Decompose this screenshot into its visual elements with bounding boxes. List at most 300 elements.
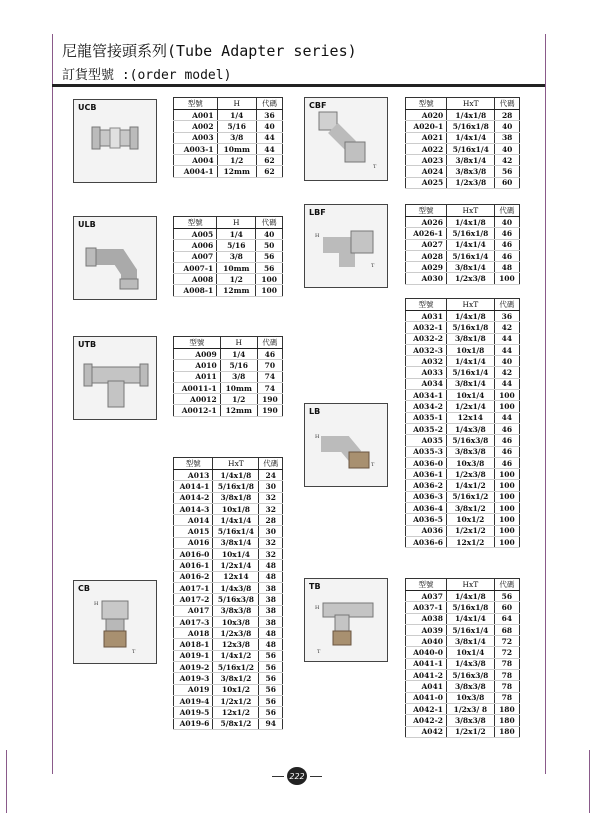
model-cell: A017	[174, 605, 213, 616]
spec-table-utb	[173, 336, 283, 417]
code-cell: 56	[259, 673, 283, 684]
code-cell: 78	[494, 670, 519, 681]
code-cell: 32	[259, 503, 283, 514]
size-cell: 1/4x1/4	[446, 613, 494, 624]
table-row	[174, 274, 283, 285]
model-cell: A019-6	[174, 718, 213, 729]
size-cell: 12x14	[446, 412, 494, 423]
table-row	[174, 537, 283, 548]
code-cell: 72	[494, 647, 519, 658]
size-cell: 3/8x1/8	[446, 333, 494, 344]
product-image-cb	[73, 580, 157, 664]
size-cell: 3/8x1/8	[213, 492, 259, 503]
code-cell: 56	[495, 166, 520, 177]
code-cell: 46	[494, 435, 519, 446]
model-cell: A041-0	[406, 692, 447, 703]
table-row	[174, 639, 283, 650]
size-cell: 1/2x1/2	[446, 726, 494, 737]
svg-text:T: T	[373, 164, 377, 170]
table-row	[406, 217, 520, 228]
model-cell: A008-1	[174, 285, 217, 296]
size-cell: 3/8	[220, 371, 257, 382]
model-cell: A034	[406, 378, 447, 389]
size-cell: 1/2x1/2	[213, 695, 259, 706]
size-cell: 3/8x3/8	[446, 446, 494, 457]
table-row	[174, 718, 283, 729]
table-row	[406, 480, 520, 491]
table-row	[174, 560, 283, 571]
code-cell: 100	[494, 469, 519, 480]
code-cell: 28	[259, 515, 283, 526]
size-cell: 5/16x1/8	[446, 322, 494, 333]
code-cell: 56	[259, 662, 283, 673]
product-label-utb: UTB	[78, 340, 97, 349]
table-row	[174, 382, 283, 393]
spec-table-tb	[405, 578, 520, 738]
size-cell: 3/8x3/8	[446, 715, 494, 726]
code-cell: 64	[494, 613, 519, 624]
code-cell: 62	[256, 155, 282, 166]
spec-table-ucb	[173, 97, 283, 178]
code-cell: 48	[259, 571, 283, 582]
table-header-row	[174, 217, 283, 229]
svg-text:T: T	[317, 649, 321, 655]
table-row	[406, 503, 520, 514]
header-rule	[52, 84, 545, 87]
table-header-row	[406, 299, 520, 311]
table-row	[406, 681, 520, 692]
table-row	[174, 262, 283, 273]
code-cell: 56	[256, 251, 283, 262]
table-row	[406, 378, 520, 389]
size-cell: 12mm	[217, 285, 256, 296]
table-row	[174, 695, 283, 706]
size-cell: 1/4x3/8	[446, 423, 494, 434]
model-cell: A031	[406, 311, 447, 322]
size-cell: 10x3/8	[213, 616, 259, 627]
size-cell: 5/16x1/4	[446, 250, 494, 261]
model-cell: A016-1	[174, 560, 213, 571]
column-header: H	[217, 217, 256, 229]
model-cell: A035-1	[406, 412, 447, 423]
model-cell: A007-1	[174, 262, 217, 273]
table-row	[406, 613, 520, 624]
table-row	[174, 549, 283, 560]
model-cell: A035	[406, 435, 447, 446]
code-cell: 48	[494, 262, 519, 273]
table-row	[406, 356, 520, 367]
table-row	[174, 285, 283, 296]
table-header-row	[406, 98, 520, 110]
table-row	[174, 251, 283, 262]
svg-text:T: T	[371, 263, 375, 269]
size-cell: 5/16	[220, 360, 257, 371]
table-row	[174, 470, 283, 481]
model-cell: A032-2	[406, 333, 447, 344]
table-row	[174, 616, 283, 627]
code-cell: 56	[259, 684, 283, 695]
model-cell: A036-0	[406, 457, 447, 468]
column-header: 代碼	[494, 205, 519, 217]
code-cell: 24	[259, 470, 283, 481]
table-row	[174, 360, 283, 371]
size-cell: 1/2x3/8	[446, 469, 494, 480]
subtitle-cn: 訂貨型號 :	[62, 68, 130, 83]
model-cell: A042	[406, 726, 447, 737]
code-cell: 42	[494, 322, 519, 333]
size-cell: 3/8x1/2	[213, 673, 259, 684]
code-cell: 46	[494, 446, 519, 457]
size-cell: 1/4x1/4	[446, 356, 494, 367]
table-row	[406, 670, 520, 681]
size-cell: 3/8x3/8	[213, 605, 259, 616]
code-cell: 44	[256, 143, 282, 154]
model-cell: A014-2	[174, 492, 213, 503]
column-header: 型號	[174, 458, 213, 470]
code-cell: 100	[494, 491, 519, 502]
model-cell: A019-4	[174, 695, 213, 706]
male-elbow-icon	[305, 404, 387, 486]
code-cell: 44	[256, 132, 282, 143]
column-header: 代碼	[256, 217, 283, 229]
table-row	[406, 412, 520, 423]
code-cell: 30	[259, 481, 283, 492]
column-header: HxT	[446, 205, 494, 217]
size-cell: 1/2x3/ 8	[446, 703, 494, 714]
table-row	[406, 591, 520, 602]
size-cell: 10x1/2	[446, 514, 494, 525]
code-cell: 78	[494, 658, 519, 669]
table-row	[174, 405, 283, 416]
size-cell: 1/2x1/4	[213, 560, 259, 571]
code-cell: 40	[494, 217, 519, 228]
code-cell: 100	[494, 536, 519, 547]
model-cell: A019	[174, 684, 213, 695]
column-header: 型號	[406, 205, 447, 217]
column-header: 型號	[406, 579, 447, 591]
model-cell: A036-4	[406, 503, 447, 514]
product-image-utb	[73, 336, 157, 420]
size-cell: 12mm	[220, 405, 257, 416]
table-row	[406, 228, 520, 239]
code-cell: 48	[259, 628, 283, 639]
product-label-cb: CB	[78, 584, 90, 593]
table-row	[174, 371, 283, 382]
size-cell: 3/8x1/4	[446, 636, 494, 647]
table-row	[174, 166, 283, 177]
size-cell: 1/4x3/8	[446, 658, 494, 669]
model-cell: A016	[174, 537, 213, 548]
union-tee-icon	[74, 337, 156, 419]
table-row	[406, 121, 520, 132]
frame-left-lower	[6, 750, 7, 813]
code-cell: 68	[494, 624, 519, 635]
code-cell: 72	[494, 636, 519, 647]
model-cell: A032-3	[406, 344, 447, 355]
column-header: 型號	[174, 98, 218, 110]
model-cell: A006	[174, 240, 217, 251]
table-row	[406, 446, 520, 457]
code-cell: 74	[257, 382, 282, 393]
code-cell: 36	[256, 110, 282, 121]
model-cell: A041-1	[406, 658, 447, 669]
subtitle-en: (order model)	[129, 68, 232, 83]
model-cell: A014-3	[174, 503, 213, 514]
size-cell: 10mm	[217, 143, 256, 154]
footer-line-right	[310, 776, 322, 777]
union-straight-icon	[74, 100, 156, 182]
code-cell: 42	[495, 155, 520, 166]
model-cell: A041-2	[406, 670, 447, 681]
size-cell: 10x1/4	[446, 390, 494, 401]
table-header-row	[406, 205, 520, 217]
code-cell: 78	[494, 681, 519, 692]
svg-text:H: H	[315, 605, 320, 611]
table-row	[174, 349, 283, 360]
column-header: 型號	[174, 217, 217, 229]
table-row	[406, 715, 520, 726]
code-cell: 190	[257, 394, 282, 405]
product-label-tb: TB	[309, 582, 321, 591]
product-image-lbf	[304, 204, 388, 288]
code-cell: 100	[494, 514, 519, 525]
model-cell: A018	[174, 628, 213, 639]
size-cell: 3/8x3/8	[447, 166, 495, 177]
model-cell: A025	[406, 177, 447, 188]
svg-text:H: H	[315, 434, 320, 440]
size-cell: 3/8x1/2	[446, 503, 494, 514]
table-row	[174, 132, 283, 143]
size-cell: 3/8x1/4	[213, 537, 259, 548]
size-cell: 5/16x3/8	[213, 594, 259, 605]
code-cell: 70	[257, 360, 282, 371]
table-row	[174, 526, 283, 537]
table-row	[174, 684, 283, 695]
code-cell: 56	[494, 591, 519, 602]
spec-table-ulb	[173, 216, 283, 297]
size-cell: 12x14	[213, 571, 259, 582]
column-header: 代碼	[494, 299, 519, 311]
model-cell: A007	[174, 251, 217, 262]
model-cell: A010	[174, 360, 221, 371]
size-cell: 3/8x1/4	[446, 378, 494, 389]
code-cell: 60	[495, 177, 520, 188]
code-cell: 100	[494, 390, 519, 401]
column-header: 型號	[406, 299, 447, 311]
model-cell: A020-1	[406, 121, 447, 132]
model-cell: A008	[174, 274, 217, 285]
size-cell: 5/16x3/8	[446, 435, 494, 446]
model-cell: A036-2	[406, 480, 447, 491]
table-row	[406, 536, 520, 547]
column-header: 代碼	[256, 98, 282, 110]
code-cell: 56	[259, 650, 283, 661]
table-header-row	[406, 579, 520, 591]
size-cell: 1/4x1/8	[446, 311, 494, 322]
model-cell: A042-1	[406, 703, 447, 714]
size-cell: 1/2x3/8	[447, 177, 495, 188]
size-cell: 5/16x3/8	[446, 670, 494, 681]
table-row	[174, 582, 283, 593]
svg-text:H: H	[94, 601, 99, 607]
code-cell: 74	[257, 371, 282, 382]
column-header: 代碼	[259, 458, 283, 470]
page-subtitle	[62, 64, 231, 83]
model-cell: A038	[406, 613, 447, 624]
table-row	[406, 401, 520, 412]
code-cell: 100	[494, 480, 519, 491]
table-row	[406, 457, 520, 468]
code-cell: 56	[256, 262, 283, 273]
code-cell: 32	[259, 549, 283, 560]
code-cell: 48	[259, 639, 283, 650]
model-cell: A011	[174, 371, 221, 382]
size-cell: 1/4	[217, 229, 256, 240]
table-row	[406, 469, 520, 480]
model-cell: A027	[406, 239, 447, 250]
size-cell: 1/4	[220, 349, 257, 360]
size-cell: 1/4x1/2	[213, 650, 259, 661]
code-cell: 46	[494, 457, 519, 468]
code-cell: 78	[494, 692, 519, 703]
table-row	[406, 177, 520, 188]
table-row	[406, 132, 520, 143]
model-cell: A020	[406, 110, 447, 121]
size-cell: 10x1/8	[213, 503, 259, 514]
size-cell: 5/16	[217, 240, 256, 251]
code-cell: 100	[494, 273, 519, 284]
code-cell: 30	[259, 526, 283, 537]
frame-right-lower	[589, 750, 590, 813]
model-cell: A013	[174, 470, 213, 481]
size-cell: 1/2x1/4	[446, 401, 494, 412]
model-cell: A001	[174, 110, 218, 121]
table-row	[406, 658, 520, 669]
size-cell: 3/8	[217, 251, 256, 262]
column-header: 代碼	[495, 98, 520, 110]
model-cell: A036	[406, 525, 447, 536]
model-cell: A030	[406, 273, 447, 284]
table-row	[406, 703, 520, 714]
table-row	[406, 525, 520, 536]
table-row	[406, 262, 520, 273]
model-cell: A014-1	[174, 481, 213, 492]
code-cell: 56	[259, 707, 283, 718]
size-cell: 10x3/8	[446, 692, 494, 703]
model-cell: A0012-1	[174, 405, 221, 416]
size-cell: 1/2x3/8	[213, 628, 259, 639]
page-number-badge: 222	[287, 767, 307, 785]
code-cell: 40	[256, 121, 282, 132]
size-cell: 5/16x1/4	[447, 143, 495, 154]
size-cell: 10x3/8	[446, 457, 494, 468]
model-cell: A029	[406, 262, 447, 273]
size-cell: 5/16x1/2	[446, 491, 494, 502]
code-cell: 42	[494, 367, 519, 378]
product-image-tb	[304, 578, 388, 662]
table-row	[174, 628, 283, 639]
column-header: 代碼	[494, 579, 519, 591]
code-cell: 40	[495, 143, 520, 154]
footer-line-left	[272, 776, 284, 777]
model-cell: A017-3	[174, 616, 213, 627]
size-cell: 5/8x1/2	[213, 718, 259, 729]
table-row	[406, 143, 520, 154]
table-row	[174, 571, 283, 582]
size-cell: 3/8x1/4	[447, 155, 495, 166]
table-row	[406, 311, 520, 322]
column-header: 代碼	[257, 337, 282, 349]
table-row	[174, 594, 283, 605]
size-cell: 5/16x1/4	[446, 624, 494, 635]
model-cell: A017-1	[174, 582, 213, 593]
table-row	[406, 647, 520, 658]
table-row	[406, 367, 520, 378]
code-cell: 40	[494, 356, 519, 367]
table-row	[174, 240, 283, 251]
column-header: HxT	[446, 579, 494, 591]
size-cell: 1/4x1/8	[447, 110, 495, 121]
table-row	[174, 662, 283, 673]
code-cell: 50	[256, 240, 283, 251]
size-cell: 3/8x1/4	[446, 262, 494, 273]
table-row	[174, 515, 283, 526]
code-cell: 100	[494, 525, 519, 536]
model-cell: A026	[406, 217, 447, 228]
svg-text:H: H	[315, 233, 320, 239]
model-cell: A0012	[174, 394, 221, 405]
model-cell: A009	[174, 349, 221, 360]
size-cell: 1/4x1/4	[213, 515, 259, 526]
code-cell: 38	[259, 605, 283, 616]
code-cell: 38	[259, 582, 283, 593]
code-cell: 38	[259, 594, 283, 605]
svg-text:T: T	[371, 462, 375, 468]
table-row	[174, 481, 283, 492]
size-cell: 1/4x1/2	[446, 480, 494, 491]
code-cell: 44	[494, 378, 519, 389]
size-cell: 1/4x3/8	[213, 582, 259, 593]
model-cell: A034-1	[406, 390, 447, 401]
spec-table-cbf	[405, 97, 520, 189]
model-cell: A035-2	[406, 423, 447, 434]
code-cell: 46	[494, 239, 519, 250]
code-cell: 48	[259, 560, 283, 571]
union-elbow-icon	[74, 217, 156, 299]
table-row	[406, 423, 520, 434]
size-cell: 5/16x1/8	[446, 602, 494, 613]
svg-text:T: T	[132, 649, 136, 655]
size-cell: 10x1/8	[446, 344, 494, 355]
model-cell: A003-1	[174, 143, 218, 154]
column-header: HxT	[447, 98, 495, 110]
code-cell: 40	[256, 229, 283, 240]
size-cell: 5/16x1/4	[446, 367, 494, 378]
frame-left-border	[52, 34, 53, 774]
model-cell: A019-1	[174, 650, 213, 661]
model-cell: A036-5	[406, 514, 447, 525]
size-cell: 1/4	[217, 110, 256, 121]
model-cell: A034-2	[406, 401, 447, 412]
table-row	[406, 250, 520, 261]
table-row	[174, 155, 283, 166]
size-cell: 5/16	[217, 121, 256, 132]
table-row	[406, 435, 520, 446]
product-image-cbf	[304, 97, 388, 181]
size-cell: 12x3/8	[213, 639, 259, 650]
table-row	[406, 322, 520, 333]
table-row	[174, 503, 283, 514]
